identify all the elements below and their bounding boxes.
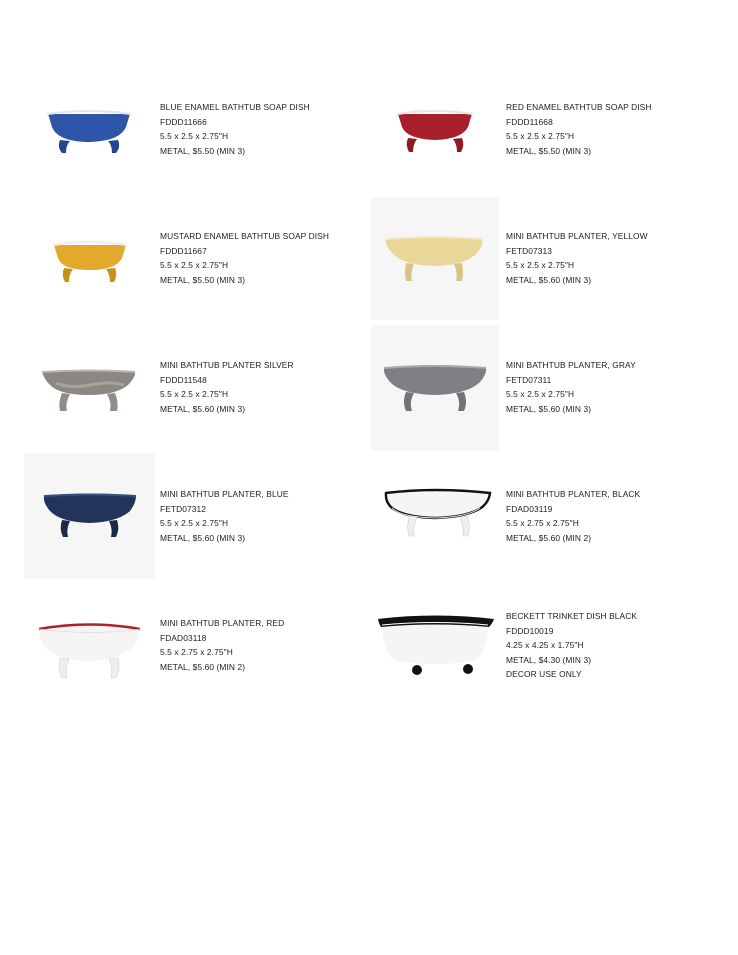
product-name: MINI BATHTUB PLANTER SILVER <box>160 360 294 370</box>
product-note: DECOR USE ONLY <box>506 669 582 679</box>
product-info <box>506 229 648 287</box>
product-sku: FDAD03118 <box>160 632 207 643</box>
product-sku: FDDD11548 <box>160 374 207 385</box>
product-sku: FETD07313 <box>506 245 553 256</box>
product-dimensions: 5.5 x 2.5 x 2.75"H <box>506 131 575 141</box>
product-name: RED ENAMEL BATHTUB SOAP DISH <box>506 102 652 112</box>
product-item-black-rim-planter <box>346 487 696 607</box>
product-dimensions: 5.5 x 2.75 x 2.75"H <box>160 647 233 657</box>
beckett-trinket-dish-image <box>346 609 481 729</box>
mustard-enamel-bathtub-image <box>0 229 135 349</box>
product-price: METAL, $5.60 (MIN 3) <box>506 403 592 414</box>
product-dimensions: 5.5 x 2.5 x 2.75"H <box>160 131 229 141</box>
product-info <box>506 358 636 416</box>
product-sku: FETD07311 <box>506 374 552 385</box>
product-item-mustard-enamel <box>0 229 350 349</box>
product-price: METAL, $5.60 (MIN 3) <box>160 532 246 543</box>
product-info <box>160 229 329 287</box>
product-item-red-rim-planter <box>0 616 350 736</box>
product-item-beckett-trinket-dish <box>346 609 696 729</box>
product-info <box>160 616 284 674</box>
product-dimensions: 4.25 x 4.25 x 1.75"H <box>506 640 584 650</box>
product-price: METAL, $5.60 (MIN 2) <box>506 532 592 543</box>
product-name: MINI BATHTUB PLANTER, BLUE <box>160 489 289 499</box>
product-name: MINI BATHTUB PLANTER, GRAY <box>506 360 636 370</box>
product-item-gray-planter <box>346 358 696 478</box>
navy-bathtub-planter-image <box>0 487 135 607</box>
blue-enamel-bathtub-image <box>0 100 135 220</box>
product-sku: FETD07312 <box>160 503 207 514</box>
product-info <box>506 100 652 158</box>
product-price: METAL, $4.30 (MIN 3) <box>506 654 592 665</box>
product-sku: FDDD11667 <box>160 245 207 256</box>
product-item-blue-enamel <box>0 100 350 220</box>
product-info <box>160 358 294 416</box>
product-dimensions: 5.5 x 2.5 x 2.75"H <box>160 389 229 399</box>
product-name: BECKETT TRINKET DISH BLACK <box>506 611 638 621</box>
product-price: METAL, $5.60 (MIN 3) <box>160 403 246 414</box>
product-name: MINI BATHTUB PLANTER, RED <box>160 618 285 628</box>
product-sku: FDDD11668 <box>506 116 553 127</box>
product-price: METAL, $5.50 (MIN 3) <box>506 145 592 156</box>
product-info <box>160 487 289 545</box>
product-info <box>506 609 637 682</box>
product-dimensions: 5.5 x 2.5 x 2.75"H <box>506 260 575 270</box>
product-dimensions: 5.5 x 2.5 x 2.75"H <box>160 518 229 528</box>
product-price: METAL, $5.50 (MIN 3) <box>160 274 246 285</box>
product-price: METAL, $5.60 (MIN 2) <box>160 661 246 672</box>
product-item-navy-planter <box>0 487 350 607</box>
black-rim-bathtub-planter-image <box>346 487 481 607</box>
product-sku: FDAD03119 <box>506 503 553 514</box>
product-info <box>506 487 640 545</box>
product-info <box>160 100 310 158</box>
product-name: MINI BATHTUB PLANTER, YELLOW <box>506 231 648 241</box>
product-dimensions: 5.5 x 2.5 x 2.75"H <box>506 389 575 399</box>
product-sku: FDDD11666 <box>160 116 207 127</box>
product-dimensions: 5.5 x 2.75 x 2.75"H <box>506 518 579 528</box>
product-price: METAL, $5.50 (MIN 3) <box>160 145 246 156</box>
product-price: METAL, $5.60 (MIN 3) <box>506 274 592 285</box>
product-dimensions: 5.5 x 2.5 x 2.75"H <box>160 260 229 270</box>
product-name: BLUE ENAMEL BATHTUB SOAP DISH <box>160 102 310 112</box>
product-name: MINI BATHTUB PLANTER, BLACK <box>506 489 641 499</box>
gray-bathtub-planter-image <box>346 358 481 478</box>
red-rim-bathtub-planter-image <box>0 616 135 736</box>
product-name: MUSTARD ENAMEL BATHTUB SOAP DISH <box>160 231 330 241</box>
product-sku: FDDD10019 <box>506 625 554 636</box>
